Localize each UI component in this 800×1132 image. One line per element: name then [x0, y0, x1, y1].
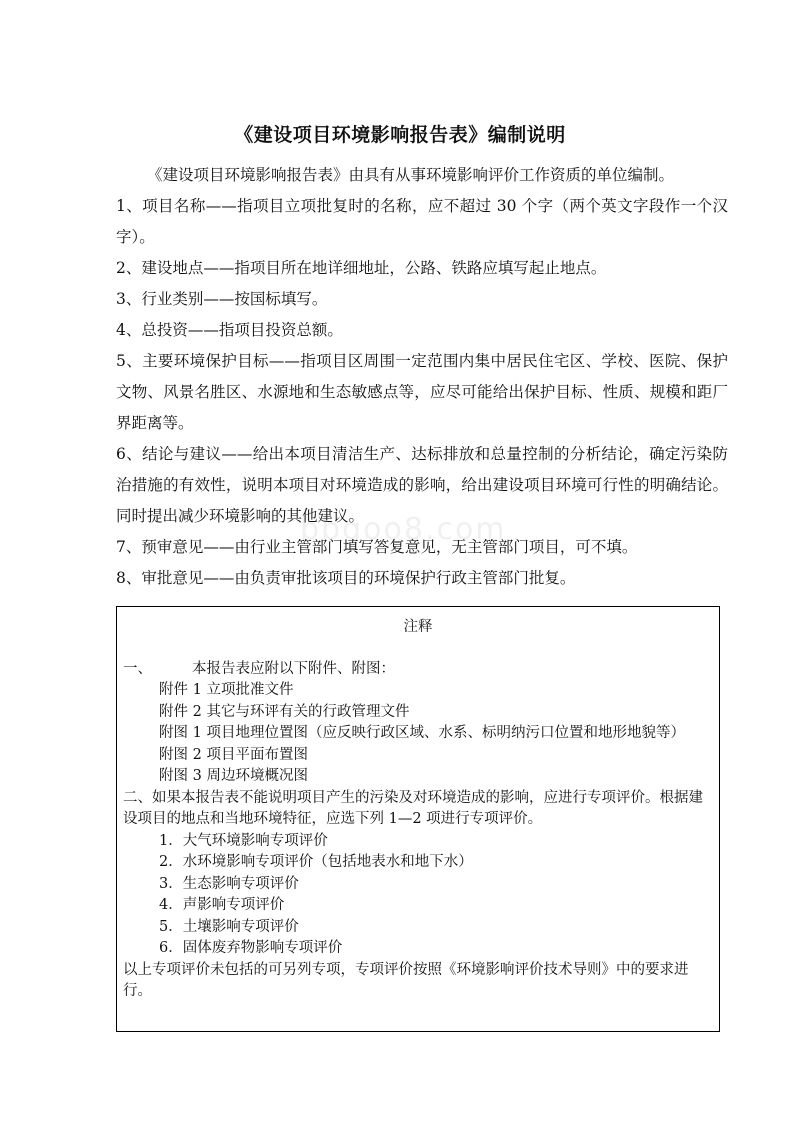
- notes-closing: 以上专项评价未包括的可另列专项，专项评价按照《环境影响评价技术导则》中的要求进行。: [123, 961, 689, 999]
- section-1-text: 本报告表应附以下附件、附图：: [192, 660, 395, 677]
- item-approval: 8、审批意见——由负责审批该项目的环境保护行政主管部门批复。: [116, 569, 576, 587]
- intro-paragraph: 《建设项目环境影响报告表》由具有从事环境影响评价工作资质的单位编制。: [147, 166, 675, 184]
- special-item-5: 5．土壤影响专项评价: [159, 918, 299, 935]
- special-item-2: 2．水环境影响专项评价（包括地表水和地下水）: [159, 854, 473, 870]
- notes-section-2: 二、如果本报告表不能说明项目产生的污染及对环境造成的影响，应进行专项评价。根据建设项目的地点和当地环境特征，应选下列 1—2 项进行专项评价。: [123, 789, 703, 827]
- special-item-6: 6．固体废弃物影响专项评价: [159, 940, 343, 956]
- special-item-3: 3．生态影响专项评价: [159, 875, 299, 892]
- figure-1: 附图 1 项目地理位置图（应反映行政区域、水系、标明纳污口位置和地形地貌等）: [159, 725, 685, 741]
- watermark-text: bbgoo8.com: [300, 512, 507, 547]
- notes-title: 注释: [403, 619, 433, 635]
- item-protection-targets: 5、主要环境保护目标——指项目区周围一定范围内集中居民住宅区、学校、医院、保护文物、风景名胜区、水源地和生态敏感点等，应尽可能给出保护目标、性质、规模和距厂界距离等。: [116, 352, 728, 432]
- special-item-4: 4．声影响专项评价: [159, 897, 285, 913]
- attachment-1: 附件 1 立项批准文件: [159, 682, 294, 698]
- notes-section-1: [123, 659, 713, 681]
- page-title: 《建设项目环境影响报告表》编制说明: [234, 124, 566, 146]
- item-pre-review: 7、预审意见——由行业主管部门填写答复意见，无主管部门项目，可不填。: [116, 538, 638, 556]
- item-conclusions: 6、结论与建议——给出本项目清洁生产、达标排放和总量控制的分析结论，确定污染防治措施的有效性，说明本项目对环境造成的影响，给出建设项目环境可行性的明确结论。同时提出减少环境影响的其他建议。: [116, 445, 728, 525]
- figure-3: 附图 3 周边环境概况图: [159, 768, 308, 784]
- section-1-number: 一、: [123, 660, 152, 677]
- attachment-2: 附件 2 其它与环评有关的行政管理文件: [159, 703, 410, 720]
- special-item-1: 1．大气环境影响专项评价: [159, 832, 328, 849]
- item-location: 2、建设地点——指项目所在地详细地址，公路、铁路应填写起止地点。: [116, 259, 607, 277]
- item-investment: 4、总投资——指项目投资总额。: [116, 321, 343, 339]
- notes-box: [116, 606, 720, 1032]
- item-project-name: 1、项目名称——指项目立项批复时的名称，应不超过 30 个字（两个英文字段作一个汉字）。: [116, 197, 728, 246]
- figure-2: 附图 2 项目平面布置图: [159, 746, 308, 763]
- item-industry: 3、行业类别——按国标填写。: [116, 290, 328, 308]
